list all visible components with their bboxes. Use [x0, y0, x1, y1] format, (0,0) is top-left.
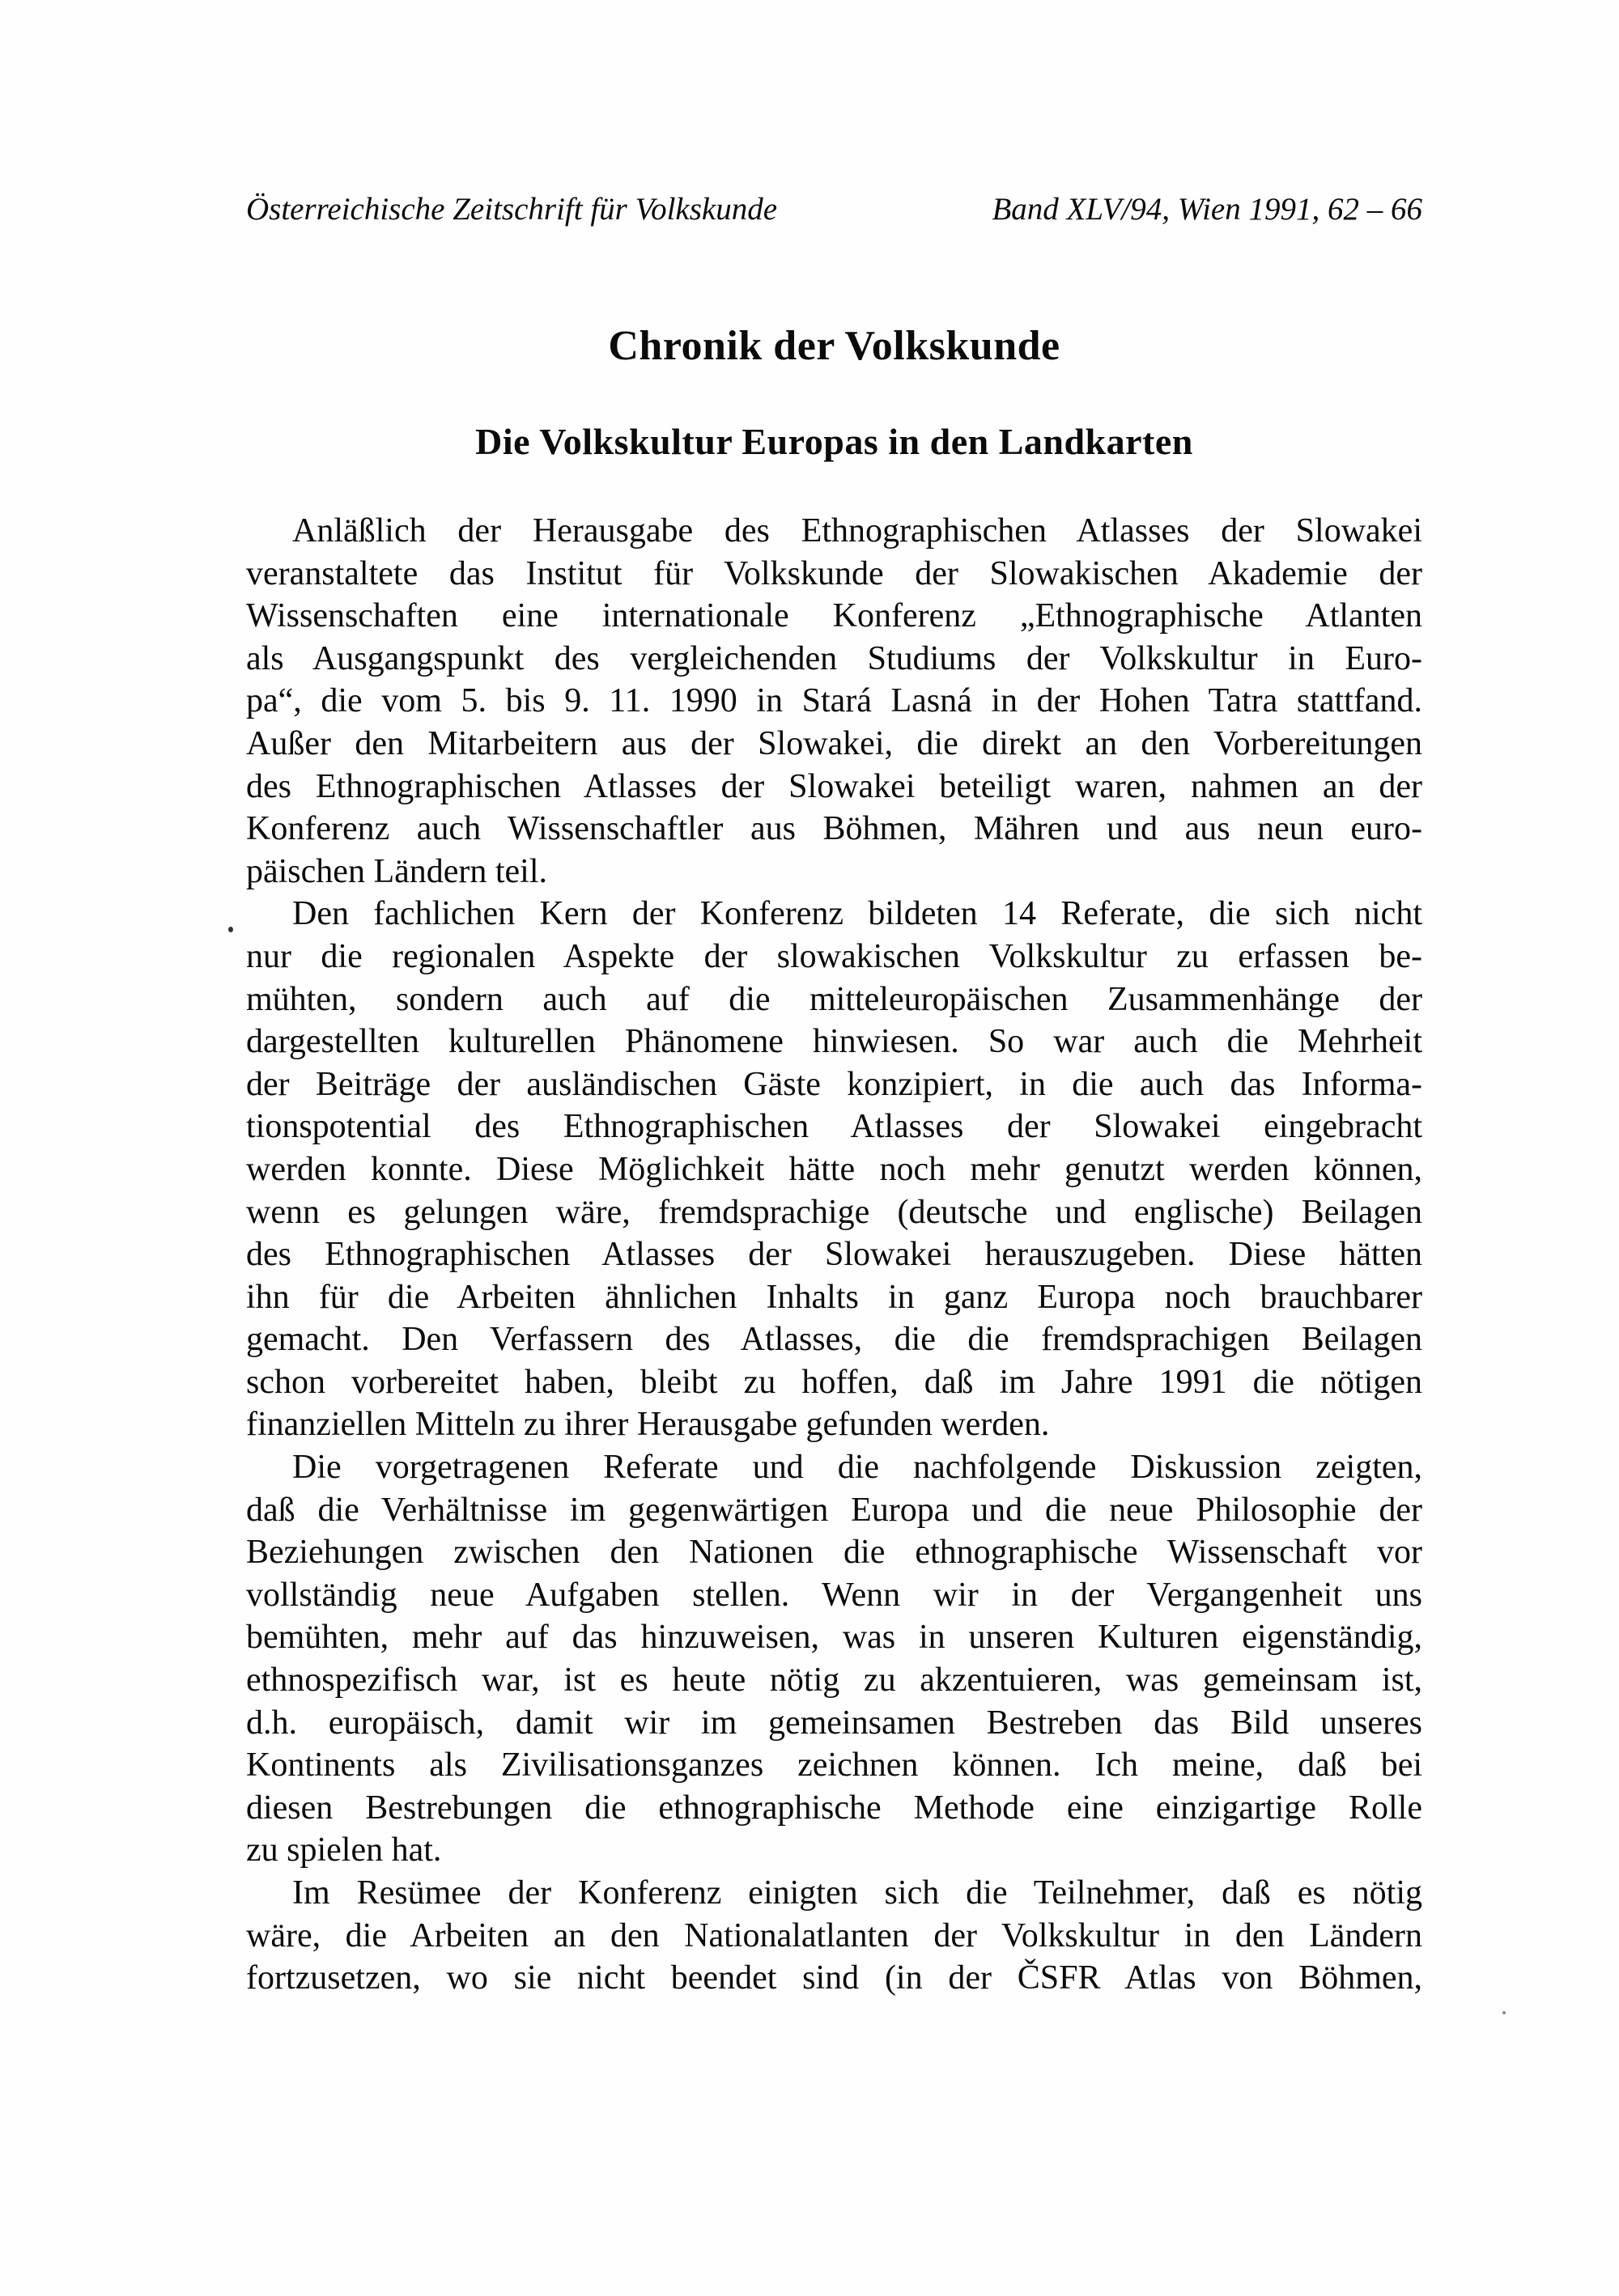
text-line: tionspotential des Ethnographischen Atlasses der Slowakei eingebracht	[246, 1108, 1422, 1146]
text-line: Wissenschaften eine internationale Konferenz „Ethnographische Atlanten	[246, 597, 1422, 635]
text-line: pa“, die vom 5. bis 9. 11. 1990 in Stará Lasná in der Hohen Tatra stattfand.	[246, 682, 1422, 720]
text-line: schon vorbereitet haben, bleibt zu hoffen, daß im Jahre 1991 die nötigen	[246, 1363, 1422, 1401]
text-line: finanziellen Mitteln zu ihrer Herausgabe gefunden werden.	[246, 1406, 1050, 1444]
text-line: ethnospezifisch war, ist es heute nötig zu akzentuieren, was gemeinsam ist,	[246, 1662, 1422, 1700]
scan-speck	[1502, 2011, 1506, 2014]
text-line: daß die Verhältnisse im gegenwärtigen Europa und die neue Philosophie der	[246, 1491, 1422, 1529]
text-line: vollständig neue Aufgaben stellen. Wenn wir in der Vergangenheit uns	[246, 1576, 1422, 1614]
paragraph-1	[246, 510, 1422, 893]
text-line: gemacht. Den Verfassern des Atlasses, die die fremdsprachigen Beilagen	[246, 1321, 1422, 1359]
text-line: Die vorgetragenen Referate und die nachfolgende Diskussion zeigten,	[292, 1449, 1422, 1487]
text-line: Außer den Mitarbeitern aus der Slowakei, die direkt an den Vorbereitungen	[246, 724, 1422, 762]
text-line: veranstaltete das Institut für Volkskunde der Slowakischen Akademie der	[246, 554, 1422, 592]
article-title: Die Volkskultur Europas in den Landkarten	[475, 421, 1193, 462]
text-line: bemühten, mehr auf das hinzuweisen, was in unseren Kulturen eigenständig,	[246, 1619, 1422, 1657]
text-line: päischen Ländern teil.	[246, 852, 548, 890]
paragraph-4	[246, 1872, 1422, 2000]
text-line: wäre, die Arbeiten an den Nationalatlanten der Volkskultur in den Ländern	[246, 1916, 1422, 1954]
text-line: diesen Bestrebungen die ethnographische Methode eine einzigartige Rolle	[246, 1789, 1422, 1827]
text-line: Kontinents als Zivilisationsganzes zeichnen können. Ich meine, daß bei	[246, 1746, 1422, 1785]
text-line: des Ethnographischen Atlasses der Slowakei beteiligt waren, nahmen an der	[246, 767, 1422, 805]
text-line: des Ethnographischen Atlasses der Slowakei herauszugeben. Diese hätten	[246, 1236, 1422, 1274]
text-line: nur die regionalen Aspekte der slowakischen Volkskultur zu erfassen be-	[246, 937, 1422, 975]
text-line: werden konnte. Diese Möglichkeit hätte noch mehr genutzt werden können,	[246, 1150, 1422, 1188]
text-line: dargestellten kulturellen Phänomene hinwiesen. So war auch die Mehrheit	[246, 1023, 1422, 1061]
paragraph-2	[246, 893, 1422, 1446]
section-title: Chronik der Volkskunde	[608, 323, 1060, 369]
text-line: ihn für die Arbeiten ähnlichen Inhalts in ganz Europa noch brauchbarer	[246, 1278, 1422, 1316]
text-line: zu spielen hat.	[246, 1831, 442, 1869]
text-line: Den fachlichen Kern der Konferenz bildeten 14 Referate, die sich nicht	[292, 895, 1422, 933]
running-head	[246, 191, 1422, 229]
scan-speck	[228, 927, 233, 932]
text-line: wenn es gelungen wäre, fremdsprachige (deutsche und englische) Beilagen	[246, 1193, 1422, 1231]
text-line: der Beiträge der ausländischen Gäste konzipiert, in die auch das Informa-	[246, 1065, 1422, 1103]
text-line: Konferenz auch Wissenschaftler aus Böhmen, Mähren und aus neun euro-	[246, 810, 1422, 848]
text-line: Im Resümee der Konferenz einigten sich die Teilnehmer, daß es nötig	[292, 1874, 1422, 1912]
article-body	[246, 510, 1422, 2000]
text-line: als Ausgangspunkt des vergleichenden Studiums der Volkskultur in Euro-	[246, 639, 1422, 677]
journal-title: Österreichische Zeitschrift für Volkskunde	[246, 192, 778, 227]
volume-issue-info: Band XLV/94, Wien 1991, 62 – 66	[992, 192, 1422, 227]
text-line: Anläßlich der Herausgabe des Ethnographischen Atlasses der Slowakei	[292, 512, 1422, 550]
text-line: d.h. europäisch, damit wir im gemeinsamen Bestreben das Bild unseres	[246, 1704, 1422, 1742]
paragraph-3	[246, 1446, 1422, 1872]
text-line: mühten, sondern auch auf die mitteleuropäischen Zusammenhänge der	[246, 980, 1422, 1018]
text-line: fortzusetzen, wo sie nicht beendet sind (in der ČSFR Atlas von Böhmen,	[246, 1959, 1422, 1997]
text-line: Beziehungen zwischen den Nationen die ethnographische Wissenschaft vor	[246, 1534, 1422, 1572]
